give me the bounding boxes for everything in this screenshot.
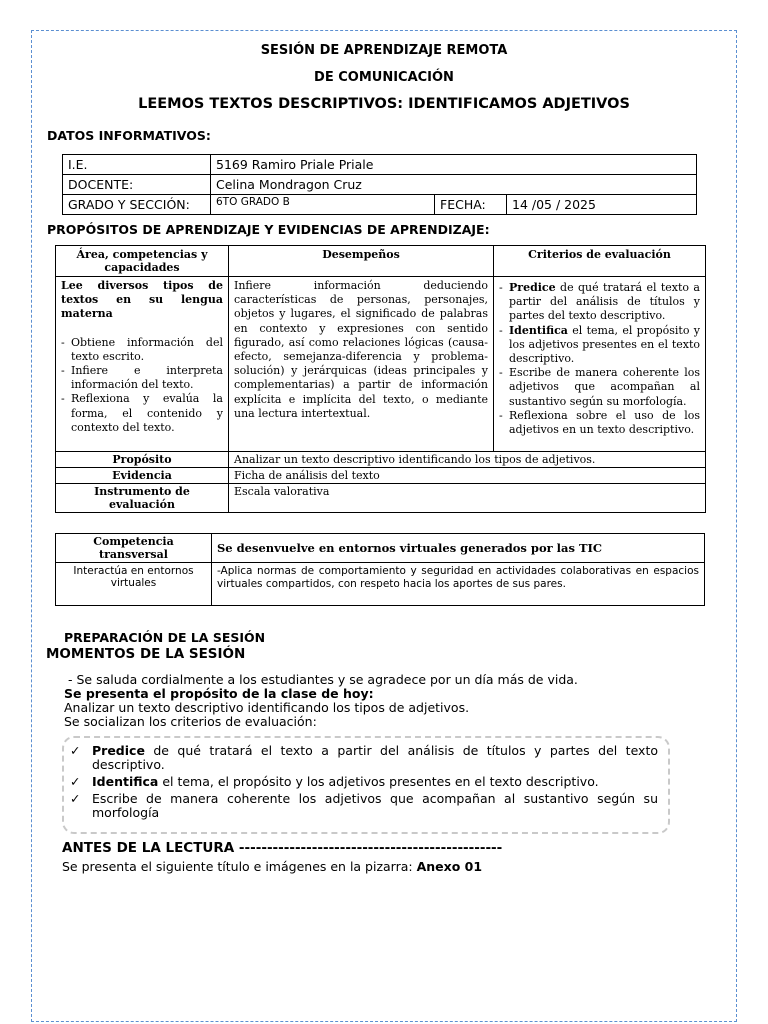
proposito-clase-text: Analizar un texto descriptivo identificando los tipos de adjetivos. <box>64 700 470 715</box>
table-row <box>63 155 697 175</box>
criterios-list <box>499 281 700 437</box>
datos-table <box>62 154 697 215</box>
table-row <box>56 277 706 452</box>
list-item: - Reflexiona sobre el uso de los adjetivos en un texto descriptivo. <box>499 409 700 437</box>
col-desempenos-header: Desempeños <box>229 246 494 277</box>
evidencia-value: Ficha de análisis del texto <box>229 468 706 484</box>
pizarra-text: Se presenta el siguiente título e imágenes en la pizarra: Anexo 01 <box>62 859 483 874</box>
check-icon: ✓ <box>70 791 81 806</box>
momentos-heading: MOMENTOS DE LA SESIÓN <box>46 646 246 662</box>
datos-heading: DATOS INFORMATIVOS: <box>47 128 211 143</box>
evidencia-label: Evidencia <box>56 468 229 484</box>
docente-value: Celina Mondragon Cruz <box>211 175 697 195</box>
competencia-text: Lee diversos tipos de textos en su lengua materna <box>61 279 223 321</box>
propositos-table <box>55 245 706 513</box>
list-item: - Reflexiona y evalúa la forma, el contenido y contexto del texto. <box>61 392 223 435</box>
criterios-intro: Se socializan los criterios de evaluación: <box>64 714 317 729</box>
ie-label: I.E. <box>63 155 211 175</box>
session-subtitle: DE COMUNICACIÓN <box>314 70 454 85</box>
criterios-cell <box>494 277 706 452</box>
page-title: LEEMOS TEXTOS DESCRIPTIVOS: IDENTIFICAMOS ADJETIVOS <box>138 96 630 112</box>
list-item: - Identifica el tema, el propósito y los adjetivos presentes en el texto descriptivo. <box>499 324 700 367</box>
transversal-capacidad: Interactúa en entornos virtuales <box>56 563 212 606</box>
transversal-table <box>55 533 705 606</box>
table-row <box>56 484 706 513</box>
table-row <box>56 452 706 468</box>
transversal-col2: Se desenvuelve en entornos virtuales generados por las TIC <box>212 534 705 563</box>
list-item: - Predice de qué tratará el texto a partir del análisis de títulos y partes del texto descriptivo. <box>499 281 700 324</box>
docente-label: DOCENTE: <box>63 175 211 195</box>
col-criterios-header: Criterios de evaluación <box>494 246 706 277</box>
ie-value: 5169 Ramiro Priale Priale <box>211 155 697 175</box>
table-header-row <box>56 246 706 277</box>
grado-value: 6TO GRADO B <box>211 195 435 215</box>
list-item: - Escribe de manera coherente los adjetivos que acompañan al sustantivo según su morfología. <box>499 366 700 409</box>
area-cell <box>56 277 229 452</box>
preparacion-heading: PREPARACIÓN DE LA SESIÓN <box>64 630 266 645</box>
list-item: - Infiere e interpreta información del texto. <box>61 364 223 392</box>
grado-label: GRADO Y SECCIÓN: <box>63 195 211 215</box>
instrumento-label: Instrumento de evaluación <box>56 484 229 513</box>
list-item: ✓ Escribe de manera coherente los adjetivos que acompañan al sustantivo según su morfología <box>70 791 658 820</box>
table-row <box>63 195 697 215</box>
propositos-heading: PROPÓSITOS DE APRENDIZAJE Y EVIDENCIAS DE APRENDIZAJE: <box>47 222 490 237</box>
list-item: - Obtiene información del texto escrito. <box>61 336 223 364</box>
saludo-text: - Se saluda cordialmente a los estudiantes y se agradece por un día más de vida. <box>68 672 578 687</box>
session-title: SESIÓN DE APRENDIZAJE REMOTA <box>260 43 508 58</box>
capacidades-list <box>61 336 223 435</box>
instrumento-value: Escala valorativa <box>229 484 706 513</box>
table-header-row <box>56 534 705 563</box>
fecha-value: 14 /05 / 2025 <box>507 195 697 215</box>
list-item: ✓ Identifica el tema, el propósito y los adjetivos presentes en el texto descriptivo. <box>70 774 599 789</box>
list-item: ✓ Predice de qué tratará el texto a partir del análisis de títulos y partes del texto descriptivo. <box>70 743 658 772</box>
transversal-desc: -Aplica normas de comportamiento y seguridad en actividades colaborativas en espacios virtuales compartidos, con respeto hacia los aportes de sus pares. <box>212 563 705 606</box>
proposito-label: Propósito <box>56 452 229 468</box>
check-icon: ✓ <box>70 774 81 789</box>
col-area-header: Área, competencias y capacidades <box>56 246 229 277</box>
desempeno-cell: Infiere información deduciendo características de personas, personajes, objetos y lugares, el significado de palabras en contexto y expresiones con sentido figurado, así como relaciones lógicas (causa-efecto, semejanza-diferencia y problema-solución) y jerárquicas (ideas principales y complementarias) a partir de información explícita e implícita del texto, o mediante una lectura intertextual. <box>229 277 494 452</box>
fecha-label: FECHA: <box>435 195 507 215</box>
anexo-label: Anexo 01 <box>416 859 483 874</box>
table-row <box>63 175 697 195</box>
transversal-col1: Competencia transversal <box>56 534 212 563</box>
table-row <box>56 468 706 484</box>
antes-lectura-heading: ANTES DE LA LECTURA ----------------------------------------------- <box>62 840 503 856</box>
proposito-clase-heading: Se presenta el propósito de la clase de hoy: <box>64 686 374 701</box>
criterios-checklist <box>70 744 658 823</box>
proposito-value: Analizar un texto descriptivo identificando los tipos de adjetivos. <box>229 452 706 468</box>
table-row <box>56 563 705 606</box>
check-icon: ✓ <box>70 743 81 758</box>
